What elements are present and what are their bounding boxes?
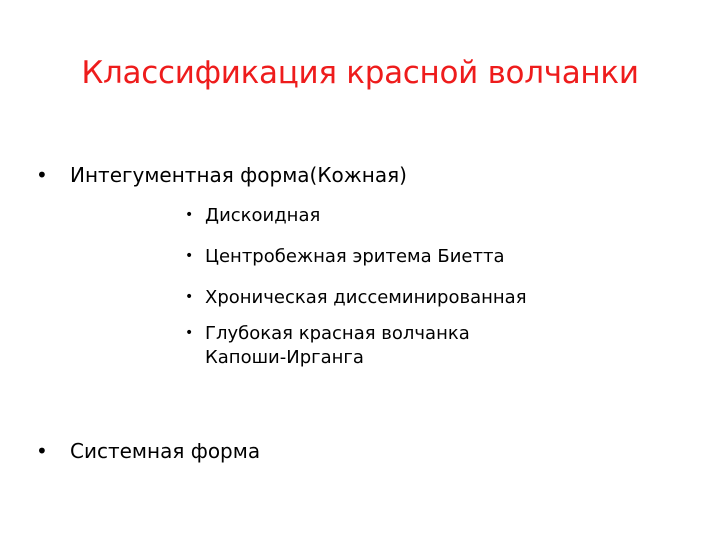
list-item-label: Системная форма [70,439,261,463]
bullet-icon: • [185,207,194,223]
bullet-icon: • [185,248,194,264]
sub-list-item-label: Центробежная эритема Биетта [205,246,505,267]
sub-list-item [185,286,625,310]
bullet-icon: • [36,163,48,187]
bullet-icon: • [36,439,48,463]
list-item [36,438,260,464]
sub-list-item-label: Глубокая красная волчанка Капоши-Ирганга [205,323,470,368]
bullet-icon: • [185,325,194,341]
sub-list-item [185,322,535,370]
sub-list-item-label: Дискоидная [205,205,321,226]
sub-list-item-label: Хроническая диссеминированная [205,287,527,308]
list-item [36,162,407,188]
slide-title: Классификация красной волчанки [81,55,639,91]
sub-list-item [185,204,625,228]
sub-list-item [185,245,625,269]
bullet-icon: • [185,289,194,305]
list-item-label: Интегументная форма(Кожная) [70,163,407,187]
